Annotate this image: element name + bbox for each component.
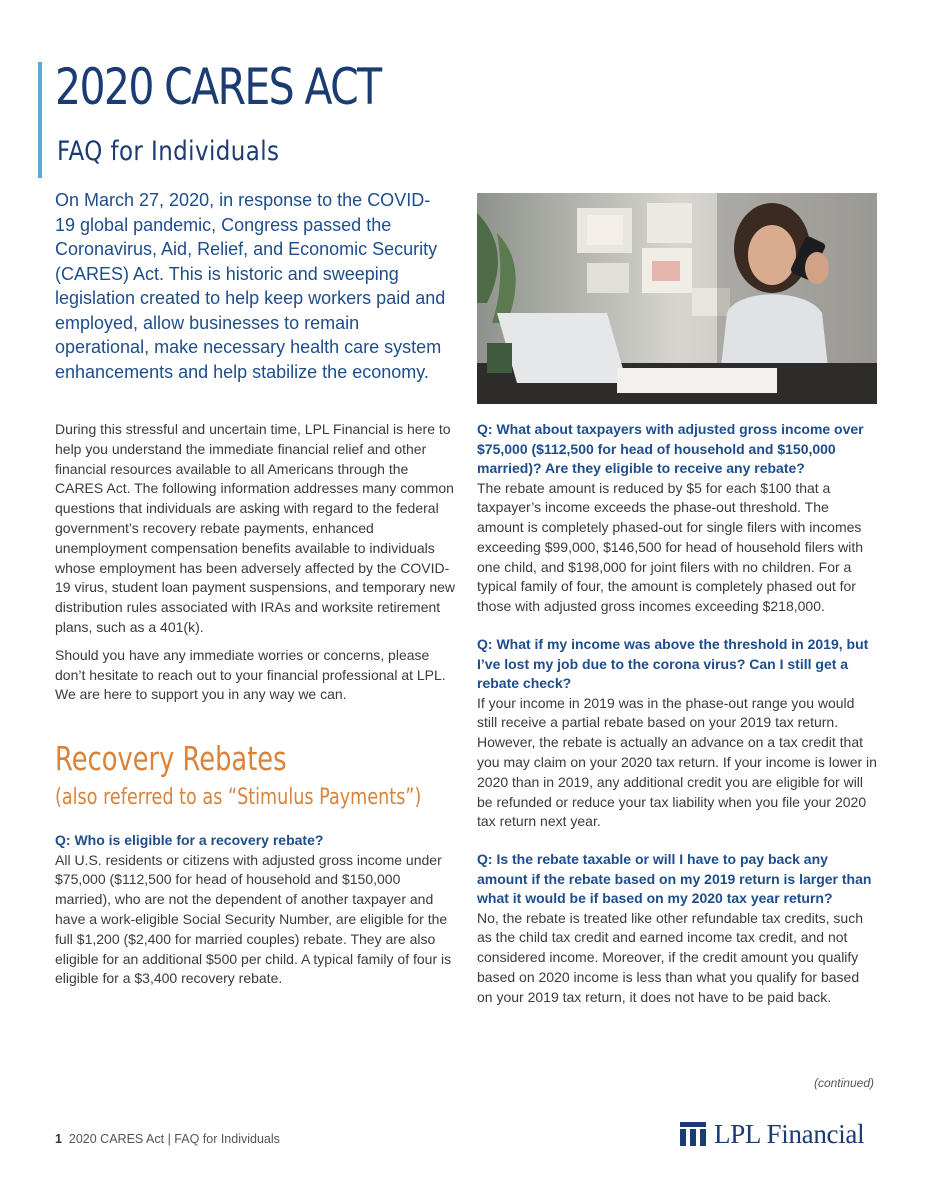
page-subtitle: FAQ for Individuals <box>57 136 280 167</box>
title-accent-bar <box>38 62 42 178</box>
continued-note: (continued) <box>813 1076 874 1090</box>
section-title: Recovery Rebates <box>55 739 287 779</box>
body-paragraph: Should you have any immediate worries or concerns, please don’t hesitate to reach out to your financial professional at LPL. We are here to support you in any way we can. <box>55 646 446 703</box>
intro-paragraph: On March 27, 2020, in response to the COVID-19 global pandemic, Congress passed the Coronavirus, Aid, Relief, and Economic Security (CARES) Act. This is historic and sweeping legislation created to help keep workers paid and employed, allow businesses to remain operational, make necessary health care system enhancements and help stabilize the economy. <box>55 190 446 382</box>
faq-question: Q: Is the rebate taxable or will I have to pay back any amount if the rebate based on my 2019 return is larger than what it would be if based on my 2020 tax year return? <box>477 851 872 907</box>
faq-answer: All U.S. residents or citizens with adjusted gross income under $75,000 ($112,500 for head of household and $150,000 married), who are not the dependent of another taxpayer and have a work-eligible Social Security Number, are eligible for the full $1,200 ($2,400 for married couples) rebate. They are also eligible for an additional $500 per child. A typical family of four is eligible for a $3,400 recovery rebate. <box>55 851 452 987</box>
faq-answer: No, the rebate is treated like other refundable tax credits, such as the child tax credit and earned income tax credit, and not considered income. Moreover, if the credit amount you qualify based on 2020 income is less than what you qualify for based on your 2019 tax return, it does not have to be paid back. <box>477 909 863 1005</box>
body-paragraph: During this stressful and uncertain time, LPL Financial is here to help you understand the immediate financial relief and other financial resources available to all Americans through the CARES Act. The following information addresses many common questions that individuals are asking with regard to the federal government’s recovery rebate payments, enhanced unemployment compensation benefits available to individuals whose employment has been adversely affected by the COVID-19 virus, student loan payment suspensions, and temporary new distribution rules associated with IRAs and worksite retirement plans, such as a 401(k). <box>55 421 456 635</box>
section-subtitle: (also referred to as “Stimulus Payments”) <box>55 785 422 811</box>
faq-answer: If your income in 2019 was in the phase-out range you would still receive a partial rebate based on your 2019 tax return. However, the rebate is actually an advance on a tax credit that you may claim on your 2020 tax return. If your income is lower in 2020 than in 2019, any additional credit you are eligible for will be refunded or reduce your tax liability when you file your 2020 tax return next year. <box>477 694 877 830</box>
lpl-logo-text: LPL Financial <box>714 1118 865 1149</box>
right-column <box>477 420 877 1008</box>
faq-question: Q: What about taxpayers with adjusted gross income over $75,000 ($112,500 for head of household and $150,000 married)? Are they eligible to receive any rebate? <box>477 421 864 476</box>
left-column <box>55 420 455 989</box>
page-title: 2020 CARES ACT <box>55 58 381 116</box>
page-number: 1 <box>55 1132 62 1146</box>
footer-label: 2020 CARES Act | FAQ for Individuals <box>68 1132 280 1146</box>
faq-question: Q: What if my income was above the threshold in 2019, but I’ve lost my job due to the corona virus? Can I still get a rebate check? <box>477 636 869 692</box>
woman-on-phone-photo <box>477 193 877 404</box>
lpl-logo <box>680 1118 864 1150</box>
faq-question: Q: Who is eligible for a recovery rebate? <box>55 832 324 849</box>
lpl-logo-icon <box>680 1122 706 1146</box>
faq-answer: The rebate amount is reduced by $5 for each $100 that a taxpayer’s income exceeds the phase-out threshold. The amount is completely phased-out for single filers with incomes exceeding $99,000, $146,500 for head of household filers with one child, and $198,000 for joint filers with no children. For a typical family of four, the amount is completely phased out for those with adjusted gross incomes exceeding $218,000. <box>477 479 864 615</box>
footer <box>55 1132 280 1146</box>
